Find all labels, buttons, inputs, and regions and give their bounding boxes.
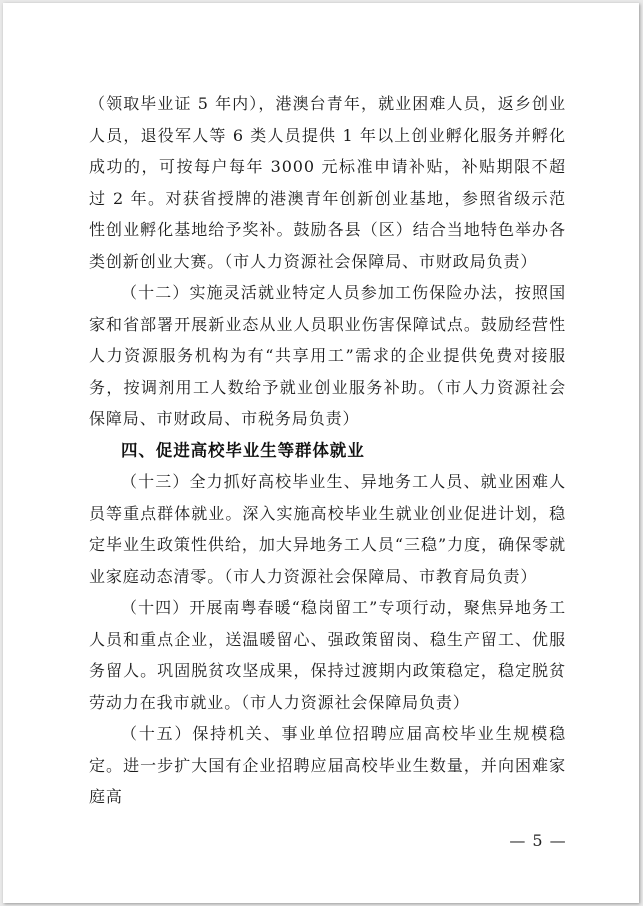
document-page <box>3 3 639 903</box>
section-heading: 四、促进高校毕业生等群体就业 <box>121 440 365 460</box>
paragraph-item-12: （十二）实施灵活就业特定人员参加工伤保险办法，按照国家和省部署开展新业态从业人员职业伤害保障试点。鼓励经营性人力资源服务机构为有“共享用工”需求的企业提供免费对接服务，按调剂用工人数给予就业创业服务补助。（市人力资源社会保障局、市财政局、市税务局负责） <box>89 283 566 428</box>
paragraph-item-14: （十四）开展南粤春暖“稳岗留工”专项行动，聚焦异地务工人员和重点企业，送温暖留心、强政策留岗、稳生产留工、优服务留人。巩固脱贫攻坚成果，保持过渡期内政策稳定，稳定脱贫劳动力在我市就业。（市人力资源社会保障局负责） <box>89 598 566 712</box>
page-number: — 5 — <box>509 831 567 850</box>
paragraph-item-13: （十三）全力抓好高校毕业生、异地务工人员、就业困难人员等重点群体就业。深入实施高校毕业生就业创业促进计划，稳定毕业生政策性供给，加大异地务工人员“三稳”力度，确保零就业家庭动态清零。（市人力资源社会保障局、市教育局负责） <box>89 472 566 586</box>
paragraph-item-15: （十五）保持机关、事业单位招聘应届高校毕业生规模稳定。进一步扩大国有企业招聘应届高校毕业生数量，并向困难家庭高 <box>89 724 566 806</box>
document-body <box>89 88 566 813</box>
paragraph-incubation-subsidy: （领取毕业证 5 年内），港澳台青年，就业困难人员，返乡创业人员，退役军人等 6 类人员提供 1 年以上创业孵化服务并孵化成功的，可按每户每年 3000 元标准申请补贴，补贴期限不超过 2 年。对获省授牌的港澳青年创新创业基地，参照省级示范性创业孵化基地给予奖补。鼓励各县（区）结合当地特色举办各类创新创业大赛。（市人力资源社会保障局、市财政局负责） <box>89 94 566 271</box>
